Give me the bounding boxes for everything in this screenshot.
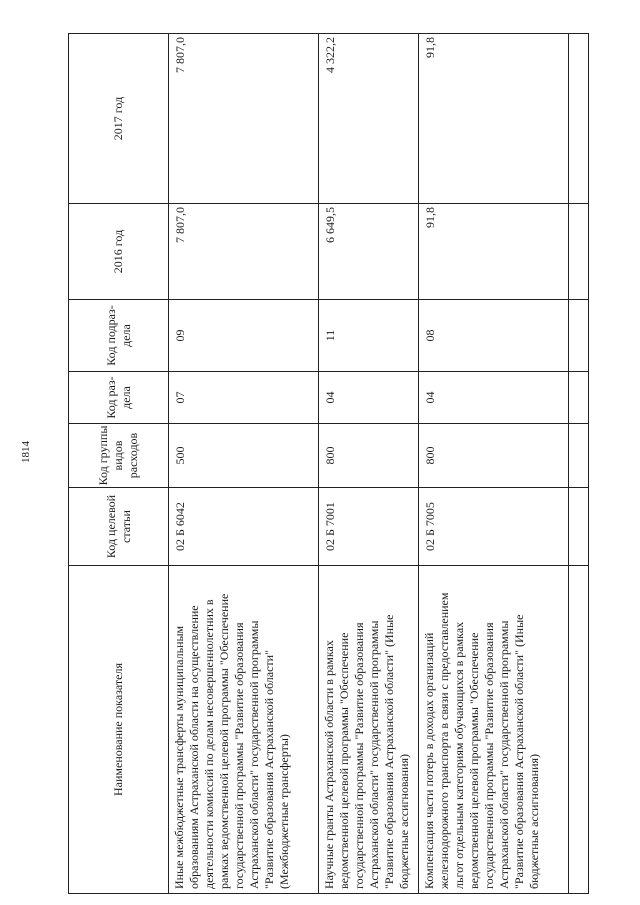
header-2017: 2017 год [69, 34, 169, 204]
row-name: Компенсация части потерь в доходах организаций железнодорожного транспорта в связи с предоставлением льгот отдельным категориям обучающихся в рамках ведомственной целевой программы "Обеспечение государственной программы "Развитие образования Астраханской области" государственной программы "Развитие образования Астраханской области" (Иные бюджетные ассигнования) [419, 566, 569, 894]
empty-cell [569, 372, 589, 424]
page-number: 1814 [20, 441, 32, 463]
row-value-2017: 4 322,2 [319, 34, 419, 204]
row-subsection-code: 08 [419, 300, 569, 372]
header-group-code: Код группы видов расходов [69, 424, 169, 488]
row-section-code: 07 [169, 372, 319, 424]
header-row [69, 34, 169, 894]
row-value-2016: 6 649,5 [319, 204, 419, 300]
row-value-2017: 91,8 [419, 34, 569, 204]
row-target-code: 02 Б 6042 [169, 488, 319, 566]
header-subsection-code: Код подраз-дела [69, 300, 169, 372]
row-value-2016: 91,8 [419, 204, 569, 300]
row-value-2017: 7 807,0 [169, 34, 319, 204]
row-section-code: 04 [319, 372, 419, 424]
empty-cell [569, 488, 589, 566]
row-value-2016: 7 807,0 [169, 204, 319, 300]
header-target-code: Код целевой статьи [69, 488, 169, 566]
budget-table [68, 33, 589, 894]
row-target-code: 02 Б 7005 [419, 488, 569, 566]
row-name: Иные межбюджетные трансферты муниципальным образованиям Астраханской области на осуществление деятельности комиссий по делам несовершеннолетних в рамках ведомственной целевой программы "Обеспечение государственной программы "Развитие образования Астраханской области" государственной программы "Развитие образования Астраханской области" (Межбюджетные трансферты) [169, 566, 319, 894]
row-target-code: 02 Б 7001 [319, 488, 419, 566]
empty-cell [569, 300, 589, 372]
table-row [169, 34, 319, 894]
row-subsection-code: 11 [319, 300, 419, 372]
empty-cell [569, 566, 589, 894]
header-section-code: Код раз-дела [69, 372, 169, 424]
row-subsection-code: 09 [169, 300, 319, 372]
empty-cell [569, 34, 589, 204]
row-group-code: 800 [319, 424, 419, 488]
row-section-code: 04 [419, 372, 569, 424]
row-name: Научные гранты Астраханской области в рамках ведомственной целевой программы "Обеспечение государственной программы "Развитие образования Астраханской области" государственной программы "Развитие образования Астраханской области" (Иные бюджетные ассигнования) [319, 566, 419, 894]
row-group-code: 800 [419, 424, 569, 488]
rotated-table-wrapper [68, 34, 588, 894]
row-group-code: 500 [169, 424, 319, 488]
empty-cell [569, 204, 589, 300]
header-name: Наименование показателя [69, 566, 169, 894]
table-row [319, 34, 419, 894]
header-2016: 2016 год [69, 204, 169, 300]
empty-cell [569, 424, 589, 488]
table-row [419, 34, 569, 894]
blank-row [569, 34, 589, 894]
